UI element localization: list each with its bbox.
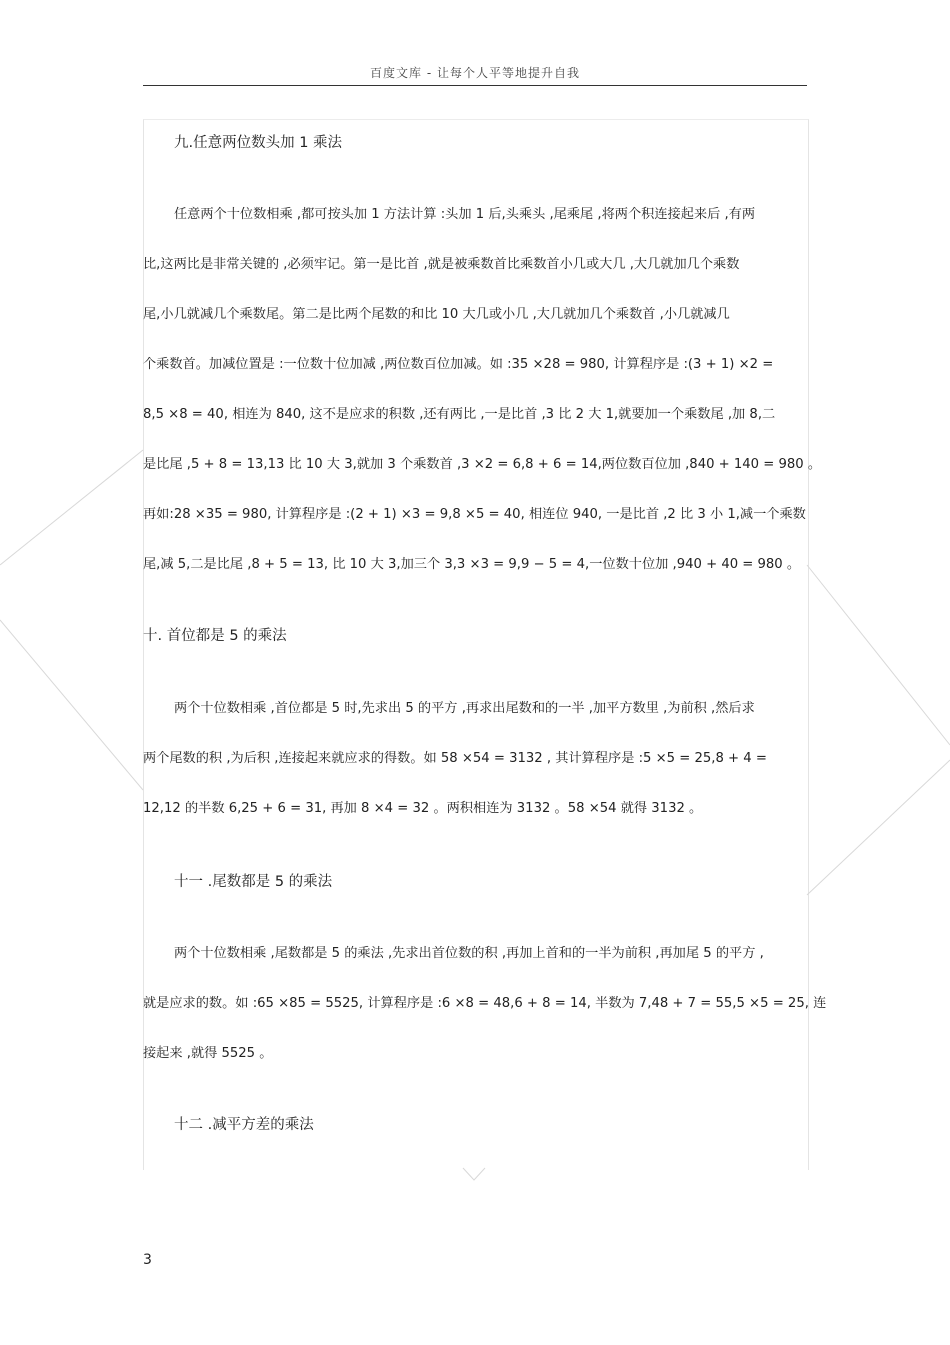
decoration-line: [0, 450, 143, 565]
paragraph-line: 8,5 ×8 = 40, 相连为 840, 这不是应求的积数 ,还有两比 ,一是比首 ,3 比 2 大 1,就要加一个乘数尾 ,加 8,二: [143, 407, 776, 422]
paragraph-line: 是比尾 ,5 + 8 = 13,13 比 10 大 3,就加 3 个乘数首 ,3 ×2 = 6,8 + 6 = 14,两位数百位加 ,840 + 140 = 980 。: [143, 457, 822, 472]
decoration-line: [807, 760, 950, 895]
decoration-line: [0, 620, 143, 790]
paragraph-line: 两个十位数相乘 ,首位都是 5 时,先求出 5 的平方 ,再求出尾数和的一半 ,加平方数里 ,为前积 ,然后求: [174, 701, 755, 716]
section-heading: 十. 首位都是 5 的乘法: [143, 628, 287, 644]
paragraph-line: 任意两个十位数相乘 ,都可按头加 1 方法计算 :头加 1 后,头乘头 ,尾乘尾 ,将两个积连接起来后 ,有两: [174, 207, 756, 222]
paragraph-line: 12,12 的半数 6,25 + 6 = 31, 再加 8 ×4 = 32 。两积相连为 3132 。58 ×54 就得 3132 。: [143, 801, 703, 816]
paragraph-line: 接起来 ,就得 5525 。: [143, 1046, 273, 1061]
paragraph-line: 个乘数首。加减位置是 :一位数十位加减 ,两位数百位加减。如 :35 ×28 = 980, 计算程序是 :(3 + 1) ×2 =: [143, 357, 774, 372]
paragraph-line: 比,这两比是非常关键的 ,必须牢记。第一是比首 ,就是被乘数首比乘数首小几或大几 ,大几就加几个乘数: [143, 257, 740, 272]
paragraph-line: 两个尾数的积 ,为后积 ,连接起来就应求的得数。如 58 ×54 = 3132 , 其计算程序是 :5 ×5 = 25,8 + 4 =: [143, 751, 767, 766]
decoration-line: [807, 565, 950, 745]
page-header: 百度文库 - 让每个人平等地提升自我: [370, 66, 580, 80]
page-number: 3: [143, 1252, 152, 1268]
paragraph-line: 就是应求的数。如 :65 ×85 = 5525, 计算程序是 :6 ×8 = 48,6 + 8 = 14, 半数为 7,48 + 7 = 55,5 ×5 = 25, 连: [143, 996, 827, 1011]
header-rule: [143, 85, 807, 86]
paragraph-line: 两个十位数相乘 ,尾数都是 5 的乘法 ,先求出首位数的积 ,再加上首和的一半为前积 ,再加尾 5 的平方 ,: [174, 946, 764, 961]
paragraph-line: 尾,小几就减几个乘数尾。第二是比两个尾数的和比 10 大几或小几 ,大几就加几个乘数首 ,小几就减几: [143, 307, 730, 322]
paragraph-line: 再如:28 ×35 = 980, 计算程序是 :(2 + 1) ×3 = 9,8 ×5 = 40, 相连位 940, 一是比首 ,2 比 3 小 1,减一个乘数: [143, 507, 806, 522]
section-heading: 九.任意两位数头加 1 乘法: [174, 135, 343, 151]
section-heading: 十二 .减平方差的乘法: [174, 1117, 314, 1133]
section-heading: 十一 .尾数都是 5 的乘法: [174, 874, 333, 890]
paragraph-line: 尾,减 5,二是比尾 ,8 + 5 = 13, 比 10 大 3,加三个 3,3 ×3 = 9,9 − 5 = 4,一位数十位加 ,940 + 40 = 980 。: [143, 557, 801, 572]
